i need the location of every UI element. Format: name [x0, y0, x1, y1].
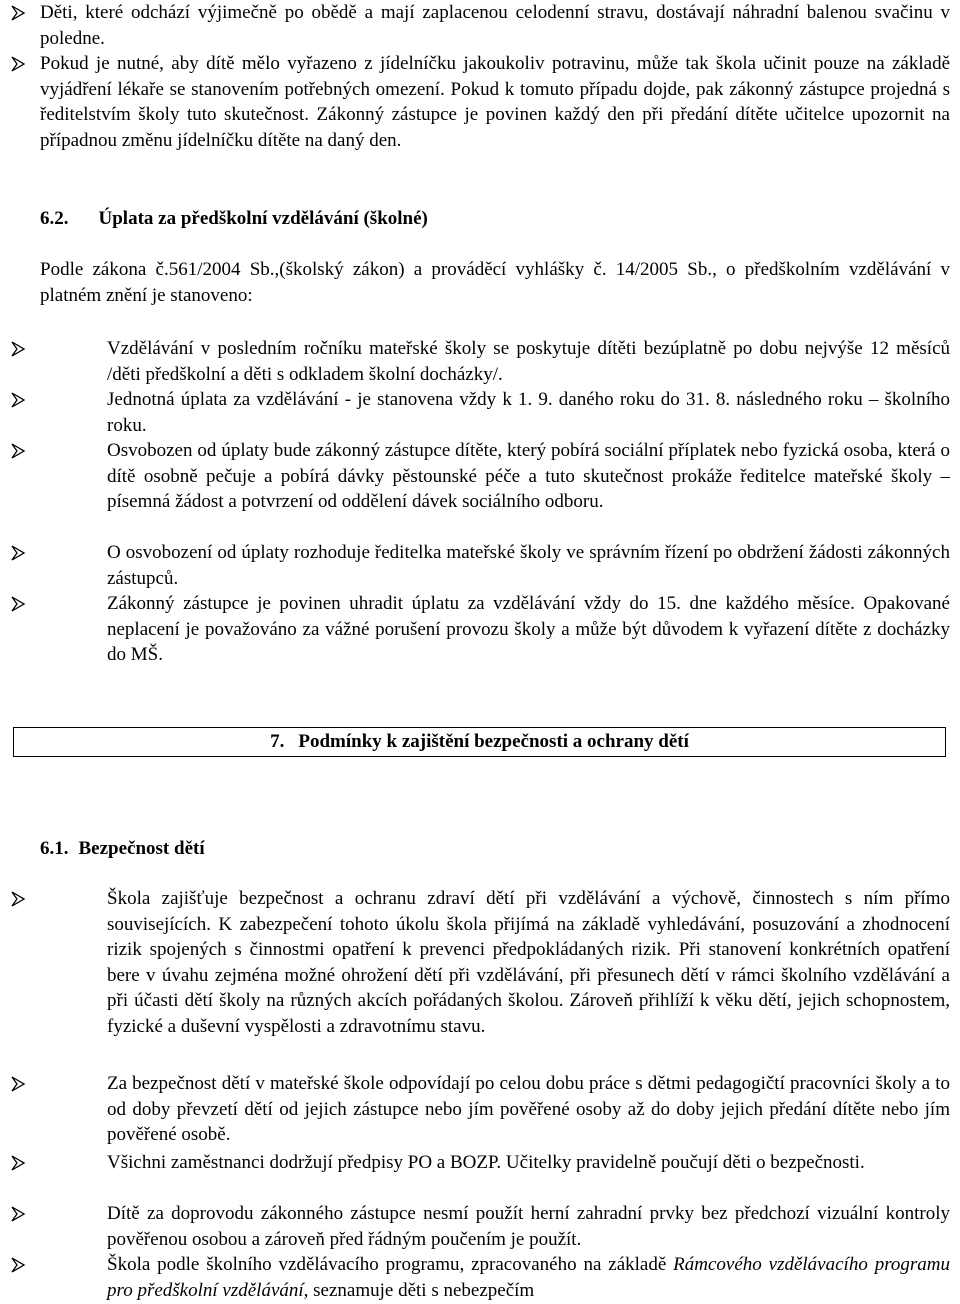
bullet-arrow-icon	[10, 1155, 26, 1171]
list-item: Zákonný zástupce je povinen uhradit úplatu za vzdělávání vždy do 15. dne každého měsíce. Opakované neplacení je považováno za vážné porušení provozu školy a může být důvodem k vyřazení dítěte z docházky do MŠ.	[107, 593, 950, 665]
section-intro: Podle zákona č.561/2004 Sb.,(školský zákon) a prováděcí vyhlášky č. 14/2005 Sb., o předškolním vzdělávání v platném znění je stanoveno:	[40, 259, 950, 306]
section-title: Úplata za předškolní vzdělávání (školné)	[98, 208, 428, 229]
list-item: O osvobození od úplaty rozhoduje ředitelka mateřské školy ve správním řízení po obdržení žádosti zákonných zástupců.	[107, 542, 950, 589]
list-item: Vzdělávání v posledním ročníku mateřské školy se poskytuje dítěti bezúplatně po dobu nejvýše 12 měsíců /děti předškolní a děti s odkladem školní docházky/.	[107, 338, 950, 385]
section-number: 6.2.	[40, 208, 69, 229]
chapter-heading-7	[13, 727, 946, 757]
list-item: Osvobozen od úplaty bude zákonný zástupce dítěte, který pobírá sociální příplatek nebo fyzická osoba, která o dítě osobně pečuje a pobírá dávky pěstounské péče a tuto skutečnost prokáže ředitelce mateřské školy – písemná žádost a potvrzení od oddělení dávek sociálního odboru.	[107, 440, 950, 512]
section-title: Bezpečnost dětí	[78, 838, 205, 859]
bullet-arrow-icon	[10, 545, 26, 561]
bullet-arrow-icon	[10, 1257, 26, 1273]
list-item: Jednotná úplata za vzdělávání - je stanovena vždy k 1. 9. daného roku do 31. 8. následného roku – školního roku.	[107, 389, 950, 436]
bullet-arrow-icon	[10, 56, 26, 72]
programme-name: Rámcového vzdělávacího programu pro předškolní vzdělávání	[107, 1254, 951, 1301]
list-item: Škola zajišťuje bezpečnost a ochranu zdraví dětí při vzdělávání a výchově, činnostech s ním přímo souvisejících. K zabezpečení tohoto úkolu škola přijímá na základě vyhledávání, posuzování a zhodnocení rizik spojených s činnostmi opatření k prevenci předpokládaných rizik. Při stanovení konkrétních opatření bere v úvahu zejména možné ohrožení dětí při vzdělávání, při přesunech dětí v rámci školního vzdělávání a při účasti dětí školy na různých akcích pořádaných školou. Zároveň přihlíží k věku dětí, jejich schopnostem, fyzické a duševní vyspělosti a zdravotnímu stavu.	[107, 888, 950, 1037]
list-item: Za bezpečnost dětí v mateřské škole odpovídají po celou dobu práce s dětmi pedagogičtí pracovníci školy a to od doby převzetí dětí od jejich zástupce nebo jím pověřené osoby až do doby jejich předání dítěte nebo jím pověřené osobě.	[107, 1073, 950, 1145]
list-item: Děti, které odchází výjimečně po obědě a mají zaplacenou celodenní stravu, dostávají náhradní balenou svačinu v poledne.	[40, 2, 950, 49]
chapter-number: 7.	[270, 731, 285, 752]
list-item: Škola podle školního vzdělávacího programu, zpracovaného na základě Rámcového vzdělávacího programu pro předškolní vzdělávání, seznamuje děti s nebezpečím	[107, 1254, 951, 1301]
bullet-arrow-icon	[10, 5, 26, 21]
chapter-title: Podmínky k zajištění bezpečnosti a ochrany dětí	[298, 731, 689, 752]
bullet-arrow-icon	[10, 596, 26, 612]
list-item: Pokud je nutné, aby dítě mělo vyřazeno z jídelníčku jakoukoliv potravinu, může tak škola učinit pouze na základě vyjádření lékaře se stanovením potřebných omezení. Pokud k tomuto případu dojde, pak zákonný zástupce projedná s ředitelstvím školy tuto skutečnost. Zákonný zástupce je povinen každý den při předání dítěte učitelce upozornit na případnou změnu jídelníčku dítěte na daný den.	[40, 53, 950, 151]
section-heading-6-2	[40, 206, 428, 232]
bullet-arrow-icon	[10, 341, 26, 357]
section-heading-6-1	[40, 836, 205, 862]
section-number: 6.1.	[40, 838, 69, 859]
list-item: Dítě za doprovodu zákonného zástupce nesmí použít herní zahradní prvky bez předchozí vizuální kontroly pověřenou osobou a zároveň před řádným poučením je použít.	[107, 1203, 950, 1250]
bullet-arrow-icon	[10, 443, 26, 459]
bullet-arrow-icon	[10, 891, 26, 907]
list-item: Všichni zaměstnanci dodržují předpisy PO a BOZP. Učitelky pravidelně poučují děti o bezpečnosti.	[107, 1152, 865, 1173]
bullet-arrow-icon	[10, 392, 26, 408]
bullet-arrow-icon	[10, 1206, 26, 1222]
bullet-arrow-icon	[10, 1076, 26, 1092]
